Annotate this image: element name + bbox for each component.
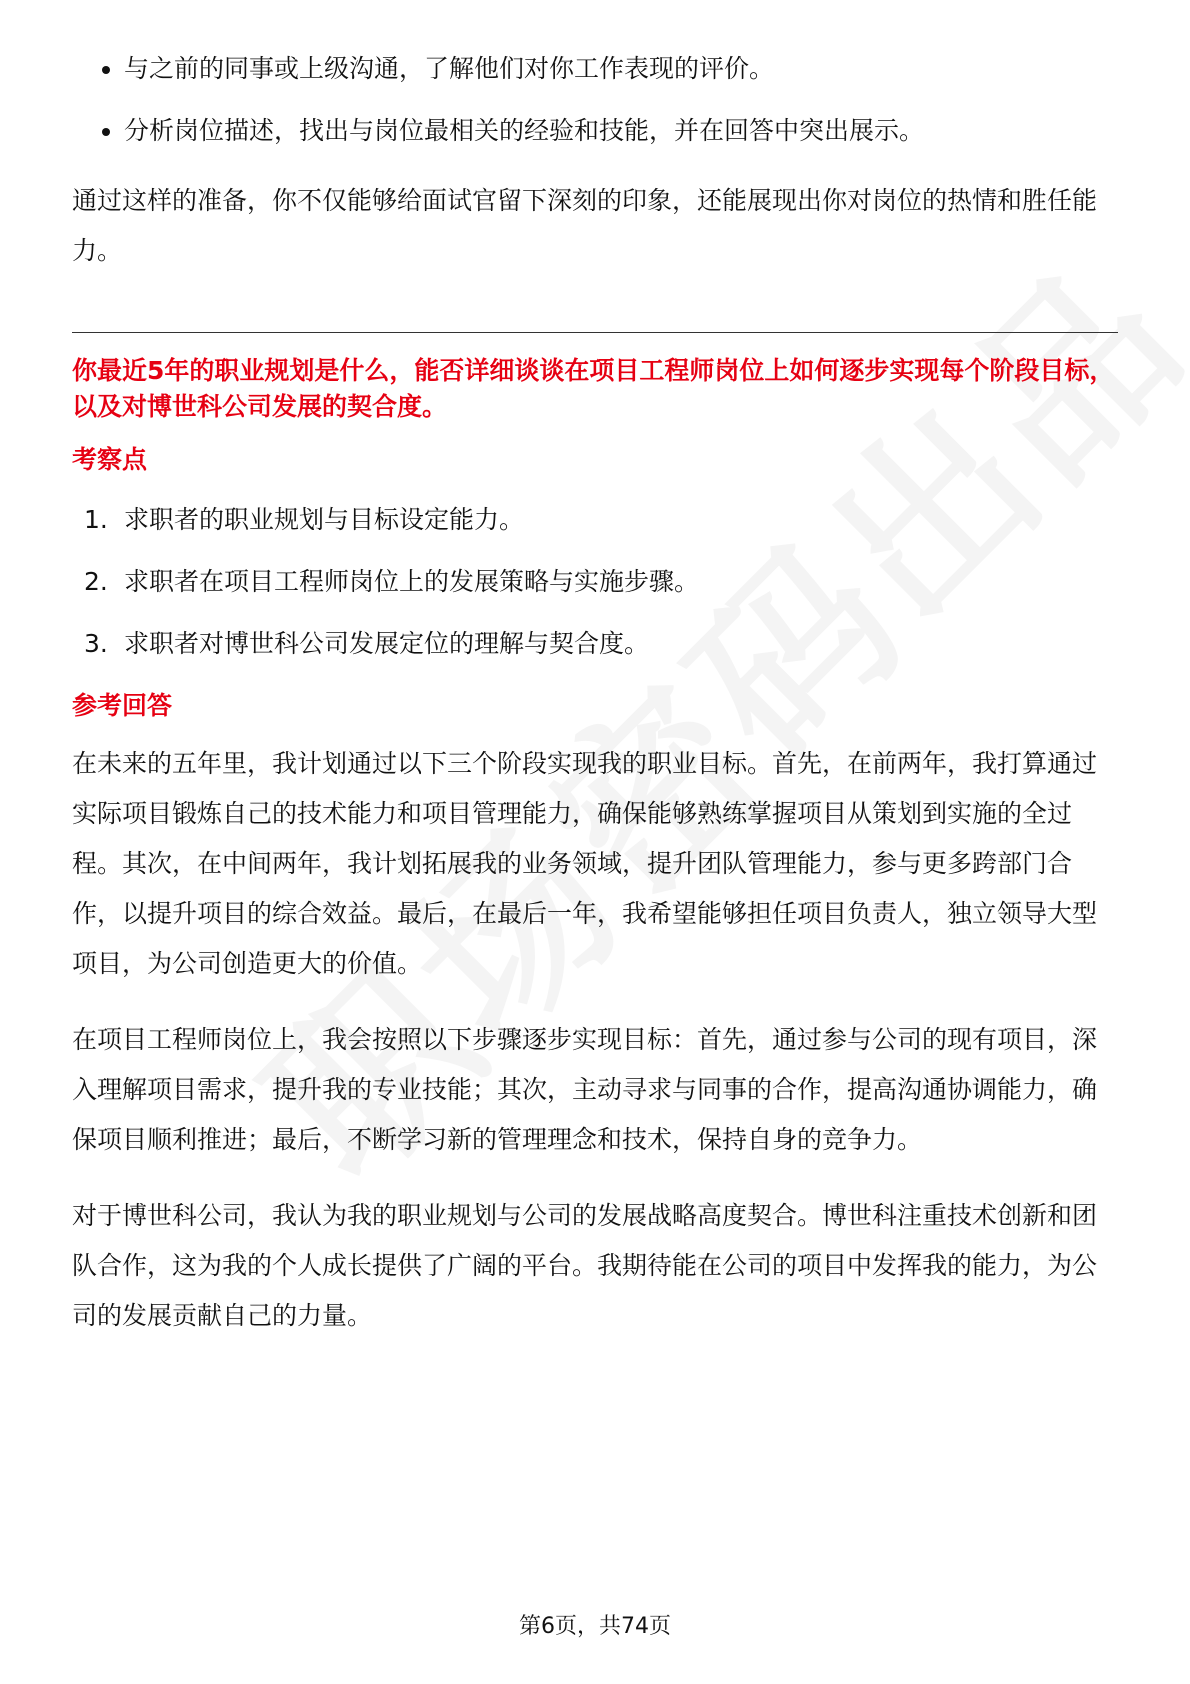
item-number: 1.	[84, 505, 108, 534]
bullet-text: 分析岗位描述，找出与岗位最相关的经验和技能，并在回答中突出展示。	[124, 116, 925, 145]
item-text: 求职者在项目工程师岗位上的发展策略与实施步骤。	[124, 567, 700, 596]
answer-paragraph: 在未来的五年里，我计划通过以下三个阶段实现我的职业目标。首先，在前两年，我打算通过实际项目锻炼自己的技术能力和项目管理能力，确保能够熟练掌握项目从策划到实施的全过程。其次，在中间两年，我计划拓展我的业务领域，提升团队管理能力，参与更多跨部门合作，以提升项目的综合效益。最后，在最后一年，我希望能够担任项目负责人，独立领导大型项目，为公司创造更大的价值。	[72, 749, 1098, 978]
item-number: 3.	[84, 629, 108, 658]
list-item	[72, 52, 1118, 86]
intro-paragraph: 通过这样的准备，你不仅能够给面试官留下深刻的印象，还能展现出你对岗位的热情和胜任能力。	[72, 186, 1098, 265]
list-item	[72, 503, 1118, 537]
assessment-list	[72, 503, 1118, 661]
list-item	[72, 627, 1118, 661]
question-heading: 你最近5年的职业规划是什么，能否详细谈谈在项目工程师岗位上如何逐步实现每个阶段目标，以及对博世科公司发展的契合度。	[72, 356, 1115, 421]
item-text: 求职者的职业规划与目标设定能力。	[124, 505, 525, 534]
page-number: 第6页，共74页	[519, 1614, 671, 1639]
document-body	[72, 52, 1118, 1341]
bullet-list	[72, 52, 1118, 148]
bullet-dot-icon	[102, 128, 110, 136]
item-text: 求职者对博世科公司发展定位的理解与契合度。	[124, 629, 650, 658]
section-divider	[72, 332, 1118, 333]
list-item	[72, 565, 1118, 599]
bullet-dot-icon	[102, 66, 110, 74]
bullet-text: 与之前的同事或上级沟通，了解他们对你工作表现的评价。	[124, 54, 775, 83]
answer-paragraph: 在项目工程师岗位上，我会按照以下步骤逐步实现目标：首先，通过参与公司的现有项目，深入理解项目需求，提升我的专业技能；其次，主动寻求与同事的合作，提高沟通协调能力，确保项目顺利推进；最后，不断学习新的管理理念和技术，保持自身的竞争力。	[72, 1025, 1098, 1154]
assessment-title: 考察点	[72, 445, 148, 474]
item-number: 2.	[84, 567, 108, 596]
list-item	[72, 114, 1118, 148]
answer-paragraph: 对于博世科公司，我认为我的职业规划与公司的发展战略高度契合。博世科注重技术创新和团队合作，这为我的个人成长提供了广阔的平台。我期待能在公司的项目中发挥我的能力，为公司的发展贡献自己的力量。	[72, 1201, 1098, 1330]
reference-title: 参考回答	[72, 691, 173, 720]
